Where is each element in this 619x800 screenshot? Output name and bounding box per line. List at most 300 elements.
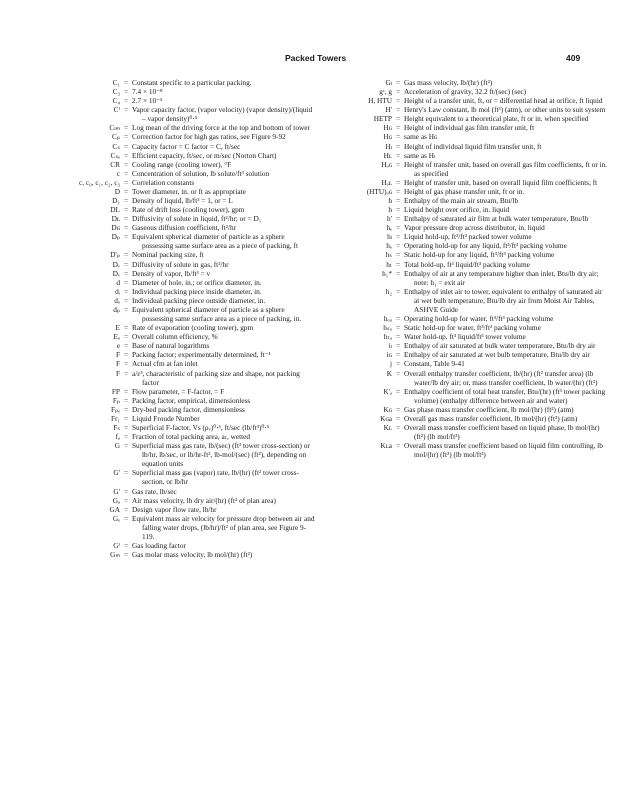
entry-symbol: Eₒ [113,332,120,342]
equals-sign: = [395,286,401,296]
entry-definition: Design vapor flow rate, lb/hr [132,504,217,514]
entry-symbol: GA [109,504,120,514]
entry-symbol: hₗ [387,232,392,242]
entry-symbol: Hɢ [383,132,392,142]
nomenclature-entry [24,468,316,486]
equals-sign: = [123,413,129,423]
entry-symbol: C₄ [112,96,120,106]
nomenclature-entry [24,87,316,96]
equals-sign: = [123,132,129,142]
entry-definition: Water hold-up, ft³ liquid/ft³ tower volume [404,332,526,342]
entry-symbol: Hₒɢ [381,159,392,169]
entry-definition: Individual packing piece outside diameter, in. [132,295,266,305]
equals-sign: = [395,205,401,215]
nomenclature-entry [24,341,316,350]
entry-symbol: hₒᵤ [383,314,392,324]
nomenclature-entry [24,187,316,196]
entry-definition: Correction factor for high gas ratios, see Figure 9-92 [132,132,286,142]
entry-symbol: D'ₚ [110,250,120,260]
nomenclature-entry [24,132,316,141]
entry-symbol: Fₚ [112,395,120,405]
nomenclature-right-column [318,78,608,459]
entry-symbol: hₜ [386,259,392,269]
nomenclature-entry [318,223,608,232]
equals-sign: = [123,286,129,296]
nomenclature-entry [24,214,316,223]
entry-definition: Acceleration of gravity, 32.2 ft/(sec) (sec) [404,87,527,97]
entry-definition: Liquid hold-up, ft³/ft³ packed tower volume [404,232,532,242]
entry-definition: Efficient capacity, ft/sec, or m/sec (Norton Chart) [132,150,277,160]
equals-sign: = [395,359,401,369]
equals-sign: = [123,422,129,432]
entry-symbol: e [116,341,120,351]
nomenclature-entry [318,269,608,287]
equals-sign: = [123,150,129,160]
nomenclature-entry [24,387,316,396]
nomenclature-entry [24,350,316,359]
entry-symbol: Cₛₑ [110,150,120,160]
equals-sign: = [123,186,129,196]
entry-symbol: G' [113,486,120,496]
entry-definition: Static hold-up for any liquid, ft³/ft³ packing volume [404,250,555,260]
entry-definition: Liquid height over orifice, in. liquid [404,205,510,215]
entry-definition: same as Hₗ [404,150,436,160]
entry-symbol: G' [113,468,120,478]
entry-definition: Diameter of hole, in.; or orifice diameter, in. [132,277,262,287]
entry-definition: Superficial mass gas (vapor) rate, lb/(hr) (ft² tower cross-section, or lb/hr [132,468,299,487]
equals-sign: = [123,404,129,414]
equals-sign: = [395,114,401,124]
entry-definition: Dry-bed packing factor, dimensionless [132,404,245,414]
equals-sign: = [123,350,129,360]
nomenclature-entry [318,132,608,141]
entry-symbol: c, c₀, c₁, c₂, c₃ [79,177,120,187]
nomenclature-entry [318,350,608,359]
equals-sign: = [123,232,129,242]
equals-sign: = [123,295,129,305]
equals-sign: = [395,368,401,378]
equals-sign: = [123,368,129,378]
nomenclature-entry [24,78,316,87]
entry-definition: Equivalent spherical diameter of particle as a sphere possessing same surface area as a piece of packing, ft [132,232,299,251]
entry-symbol: E [115,323,120,333]
nomenclature-entry [318,78,608,87]
equals-sign: = [123,205,129,215]
entry-symbol: Cᶠ [113,105,120,115]
nomenclature-entry [24,269,316,278]
equals-sign: = [123,550,129,560]
entry-symbol: Kɢ [383,404,392,414]
nomenclature-entry [24,487,316,496]
entry-definition: Height of individual gas film transfer unit, ft [404,123,535,133]
entry-symbol: iɢ [386,350,392,360]
equals-sign: = [395,78,401,87]
nomenclature-entry [318,205,608,214]
entry-symbol: F [115,368,120,378]
equals-sign: = [395,159,401,169]
entry-symbol: Hₒʟ [381,177,392,187]
nomenclature-entry [24,260,316,269]
entry-symbol: Kʟa [380,441,392,451]
equals-sign: = [123,432,129,442]
entry-definition: Static hold-up for water, ft³/ft³ packing volume [404,323,541,333]
nomenclature-entry [318,359,608,368]
entry-definition: Superficial F-factor, Vs (ρᵥ)⁰⋅⁵, ft/sec (lb/ft³)⁰⋅⁵ [132,422,270,432]
nomenclature-entry [24,432,316,441]
entry-symbol: C₃ [112,87,120,97]
equals-sign: = [395,314,401,324]
equals-sign: = [395,386,401,396]
nomenclature-entry [318,387,608,405]
entry-definition: Superficial mass gas rate, lb/(sec) (ft² tower cross-section) or lb/hr, lb/sec, or lb/hr-ft², lb-mol/(sec) (ft²), depending on equation units [132,441,310,469]
equals-sign: = [395,441,401,451]
entry-definition: Overall mass transfer coefficient based on liquid phase, lb mol/(hr) (ft²) (lb mol/ft³) [404,422,600,442]
entry-definition: Packing factor, empirical, dimensionless [132,395,251,405]
nomenclature-entry [24,505,316,514]
nomenclature-entry [318,405,608,414]
nomenclature-entry [24,123,316,132]
equals-sign: = [123,168,129,178]
entry-symbol: h' [387,214,392,224]
nomenclature-entry [318,123,608,132]
nomenclature-entry [24,142,316,151]
entry-definition: 7.4 × 10⁻⁸ [132,87,163,97]
nomenclature-entry [318,241,608,250]
running-header-title: Packed Towers [285,53,347,63]
equals-sign: = [395,232,401,242]
entry-symbol: K'ₐ [383,386,392,396]
equals-sign: = [123,395,129,405]
entry-definition: a/ε³, characteristic of packing size and shape, not packing factor [132,368,300,387]
nomenclature-entry [24,296,316,305]
equals-sign: = [123,359,129,369]
equals-sign: = [123,323,129,333]
nomenclature-entry [24,359,316,368]
entry-definition: Actual cfm at fan inlet [132,359,198,369]
equals-sign: = [123,177,129,187]
equals-sign: = [123,540,129,550]
equals-sign: = [395,123,401,133]
entry-definition: Tower diameter, in. or ft as appropriate [132,186,246,196]
entry-symbol: Gᶠ [113,540,120,550]
entry-definition: Height of transfer unit, based on overall liquid film coefficients, ft [404,177,598,187]
entry-symbol: H, HTU [368,96,392,106]
nomenclature-entry [318,160,608,178]
equals-sign: = [123,386,129,396]
entry-definition: Henry's Law constant, lb mol (ft³) (atm), or other units to suit system [404,105,606,115]
entry-definition: Rate of evaporation (cooling tower), gpm [132,323,254,333]
nomenclature-entry [318,87,608,96]
nomenclature-entry [318,323,608,332]
entry-definition: Height of individual liquid film transfer unit, ft [404,141,542,151]
entry-symbol: dₒ [114,295,120,305]
entry-definition: Fraction of total packing area, aₜ, wetted [132,432,251,442]
equals-sign: = [123,441,129,451]
entry-definition: Overall gas mass transfer coefficient, lb mol/(hr) (ft³) (atm) [404,413,578,423]
nomenclature-entry [24,414,316,423]
equals-sign: = [395,132,401,142]
equals-sign: = [395,186,401,196]
equals-sign: = [123,259,129,269]
entry-symbol: d [116,277,120,287]
entry-symbol: DL [110,205,120,215]
nomenclature-entry [24,369,316,387]
page-number: 409 [566,53,581,63]
entry-definition: Log mean of the driving force at the top and bottom of tower [132,123,310,133]
equals-sign: = [123,332,129,342]
entry-definition: Concentration of solution, lb solute/ft³ solution [132,168,270,178]
entry-symbol: j [389,359,392,369]
entry-definition: Enthalpy of the main air stream, Btu/lb [404,196,519,206]
entry-symbol: Cₗₘ [109,123,120,133]
entry-definition: Gas mass velocity, lb/(hr) (ft²) [404,78,493,87]
entry-definition: Correlation constants [132,177,195,187]
entry-definition: Diffusivity of solute in gas, ft²/hr [132,259,229,269]
equals-sign: = [123,87,129,97]
entry-definition: Enthalpy of air at any temperature higher than inlet, Btu/lb dry air; note: h₁ = exit air [404,268,599,287]
nomenclature-entry [318,196,608,205]
nomenclature-entry [24,278,316,287]
equals-sign: = [395,196,401,206]
nomenclature-entry [24,205,316,214]
entry-symbol: Fₚₑ [110,404,120,414]
nomenclature-left-column [24,78,316,559]
equals-sign: = [123,341,129,351]
nomenclature-entry [318,96,608,105]
entry-definition: Enthalpy of air saturated at bulk water temperature, Btu/lb dry air [404,341,596,351]
entry-definition: Vapor capacity factor, (vapor velocity) (vapor density)/(liquid – vapor density)⁰⋅⁵ [132,105,313,124]
entry-symbol: fₐ [115,432,120,442]
equals-sign: = [395,404,401,414]
entry-definition: Rate of drift loss (cooling tower), gpm [132,205,245,215]
entry-symbol: Dₚ [111,232,120,242]
entry-symbol: K [386,368,392,378]
entry-symbol: D₁ [112,196,120,206]
entry-definition: Operating hold-up for water, ft³/ft³ packing volume [404,314,554,324]
equals-sign: = [123,214,129,224]
entry-symbol: Gₑ [112,513,120,523]
entry-definition: Height equivalent to a theoretical plate, ft or in. when specified [404,114,589,124]
equals-sign: = [395,214,401,224]
entry-definition: Enthalpy of saturated air film at bulk water temperature, Btu/lb [404,214,589,224]
entry-symbol: iₗ [388,341,392,351]
nomenclature-entry [24,332,316,341]
entry-symbol: HETP [373,114,392,124]
entry-definition: Packing factor; experimentally determined, ft⁻¹ [132,350,271,360]
equals-sign: = [395,323,401,333]
equals-sign: = [123,141,129,151]
nomenclature-entry [24,96,316,105]
entry-definition: same as Hɢ [404,132,438,142]
entry-symbol: Dᵥ [112,259,120,269]
entry-definition: Total hold-up, ft³ liquid/ft³ packing volume [404,259,530,269]
entry-symbol: Gₘ [110,550,120,560]
nomenclature-entry [24,287,316,296]
equals-sign: = [395,87,401,97]
equals-sign: = [123,250,129,260]
entry-definition: Vapor pressure drop across distributor, in. liquid [404,223,545,233]
entry-definition: Overall mass transfer coefficient based on liquid film controlling, lb mol/(hr) (ft³) (lb mol/ft³) [404,441,603,460]
nomenclature-entry [318,214,608,223]
entry-symbol: H' [385,105,392,115]
nomenclature-entry [24,169,316,178]
entry-symbol: Hɢ [383,123,392,133]
nomenclature-entry [318,423,608,441]
equals-sign: = [123,486,129,496]
entry-symbol: hₜᵤ [383,332,392,342]
equals-sign: = [395,141,401,151]
equals-sign: = [123,513,129,523]
equals-sign: = [123,504,129,514]
entry-definition: Base of natural logarithms [132,341,210,351]
entry-definition: Gaseous diffusion coefficient, ft²/hr [132,223,237,233]
nomenclature-entry [318,314,608,323]
entry-symbol: FP [111,386,120,396]
equals-sign: = [395,259,401,269]
entry-definition: Density of liquid, lb/ft³ = 1, or = L [132,196,233,206]
entry-symbol: Gₗ [385,78,392,87]
equals-sign: = [123,105,129,115]
equals-sign: = [395,341,401,351]
entry-symbol: Kʟ [383,422,392,432]
entry-definition: Operating hold-up for any liquid, ft³/ft³ packing volume [404,241,567,251]
entry-symbol: (HTU)ₒɢ [366,186,392,196]
equals-sign: = [395,422,401,432]
equals-sign: = [395,96,401,106]
entry-symbol: c [116,168,120,178]
equals-sign: = [123,468,129,478]
nomenclature-entry [318,151,608,160]
nomenclature-entry [24,160,316,169]
nomenclature-entry [24,323,316,332]
entry-symbol: F [115,359,120,369]
entry-definition: Height of transfer unit, based on overall gas film coefficients, ft or in. as specified [404,159,608,178]
equals-sign: = [395,332,401,342]
equals-sign: = [395,223,401,233]
equals-sign: = [123,123,129,133]
nomenclature-entry [24,514,316,541]
entry-definition: Diffusivity of solute in liquid, ft²/hr; or = D₁ [132,214,262,224]
entry-definition: Equivalent mass air velocity for pressure drop between air and falling water drops, (lb/hr)/ft² of plan area, see Figure 9-119. [132,513,315,541]
equals-sign: = [395,268,401,278]
nomenclature-entry [318,332,608,341]
entry-definition: Enthalpy of inlet air to tower, equivalent to enthalpy of saturated air at wet bulb temperature, Btu/lb dry air from Moist Air Tables, ASHVE Guide [404,286,603,314]
entry-symbol: dₚ [113,304,120,314]
nomenclature-entry [318,142,608,151]
entry-definition: Gas loading factor [132,540,186,550]
entry-definition: Gas phase mass transfer coefficient, lb mol/(hr) (ft²) (atm) [404,404,574,414]
equals-sign: = [395,413,401,423]
entry-symbol: hₛᵤ [383,323,392,333]
entry-symbol: Dɢ [111,223,120,233]
entry-definition: Liquid Froude Number [132,413,200,423]
nomenclature-entry [24,305,316,323]
entry-definition: Constant, Table 9-41 [404,359,465,369]
entry-symbol: Fr₁ [110,413,120,423]
entry-symbol: Hʟ [383,150,392,160]
nomenclature-entry [24,541,316,550]
nomenclature-entry [24,441,316,468]
entry-symbol: Gₐ [112,495,120,505]
nomenclature-entry [318,178,608,187]
nomenclature-entry [318,441,608,459]
equals-sign: = [395,350,401,360]
equals-sign: = [123,196,129,206]
entry-symbol: Cₛ [112,141,120,151]
entry-symbol: Fₛ [113,422,120,432]
entry-symbol: dᵢ [115,286,120,296]
equals-sign: = [123,277,129,287]
entry-symbol: h₂ [385,286,392,296]
entry-definition: Air mass velocity, lb dry air/(hr) (ft² of plan area) [132,495,276,505]
entry-definition: Equivalent spherical diameter of particle as a sphere possessing same surface area as a piece of packing, in. [132,304,302,324]
equals-sign: = [123,268,129,278]
nomenclature-entry [318,414,608,423]
entry-symbol: Dʟ [111,214,120,224]
nomenclature-entry [24,151,316,160]
equals-sign: = [395,150,401,160]
equals-sign: = [123,495,129,505]
nomenclature-entry [24,223,316,232]
entry-definition: Enthalpy coefficient of total heat transfer, Btu/(hr) (ft³ tower packing volume) (enthalpy difference between air and water) [404,386,606,405]
nomenclature-entry [24,550,316,559]
entry-symbol: Dᵥ [112,268,120,278]
entry-definition: Individual packing piece inside diameter, in. [132,286,262,296]
entry-symbol: gᶜ, g [379,87,392,97]
entry-symbol: Kɢa [380,413,392,423]
nomenclature-entry [318,232,608,241]
nomenclature-entry [318,250,608,259]
entry-symbol: h [388,205,392,215]
entry-symbol: hₛ [385,250,392,260]
entry-definition: Density of vapor, lb/ft³ = v [132,268,211,278]
entry-definition: Height of gas phase transfer unit, ft or in. [404,186,525,196]
entry-symbol: F [115,350,120,360]
entry-symbol: G [114,441,120,451]
nomenclature-entry [318,260,608,269]
nomenclature-entry [318,341,608,350]
equals-sign: = [395,250,401,260]
entry-symbol: hₑ [386,223,392,233]
nomenclature-entry [24,232,316,250]
entry-symbol: C₁ [112,78,120,87]
entry-symbol: D [114,186,120,196]
entry-definition: Gas rate, lb/sec [132,486,177,496]
equals-sign: = [123,159,129,169]
nomenclature-entry [24,423,316,432]
equals-sign: = [395,105,401,115]
nomenclature-entry [318,105,608,114]
entry-symbol: h [388,196,392,206]
entry-definition: Constant specific to a particular packing. [132,78,252,87]
entry-definition: Height of a transfer unit, ft, or = differential head at orifice, ft liquid [404,96,603,106]
entry-definition: Nominal packing size, ft [132,250,204,260]
nomenclature-entry [24,196,316,205]
entry-symbol: h₁* [382,268,392,278]
equals-sign: = [395,241,401,251]
entry-definition: Capacity factor = C factor = C, ft/sec [132,141,241,151]
entry-definition: Enthalpy of air saturated at wet bulb temperature, Btu/lb dry air [404,350,590,360]
entry-definition: Flow parameter, = F-factor, = F [132,386,225,396]
equals-sign: = [123,96,129,106]
nomenclature-entry [318,287,608,314]
equals-sign: = [123,223,129,233]
entry-definition: Cooling range (cooling tower), °F [132,159,232,169]
nomenclature-entry [24,178,316,187]
entry-definition: Overall enthalpy transfer coefficient, lb/(hr) (ft² transfer area) (lb water/lb dry air; or, mass transfer coefficient, lb water/(hr) (ft²) [404,368,598,387]
nomenclature-entry [318,369,608,387]
equals-sign: = [123,78,129,87]
